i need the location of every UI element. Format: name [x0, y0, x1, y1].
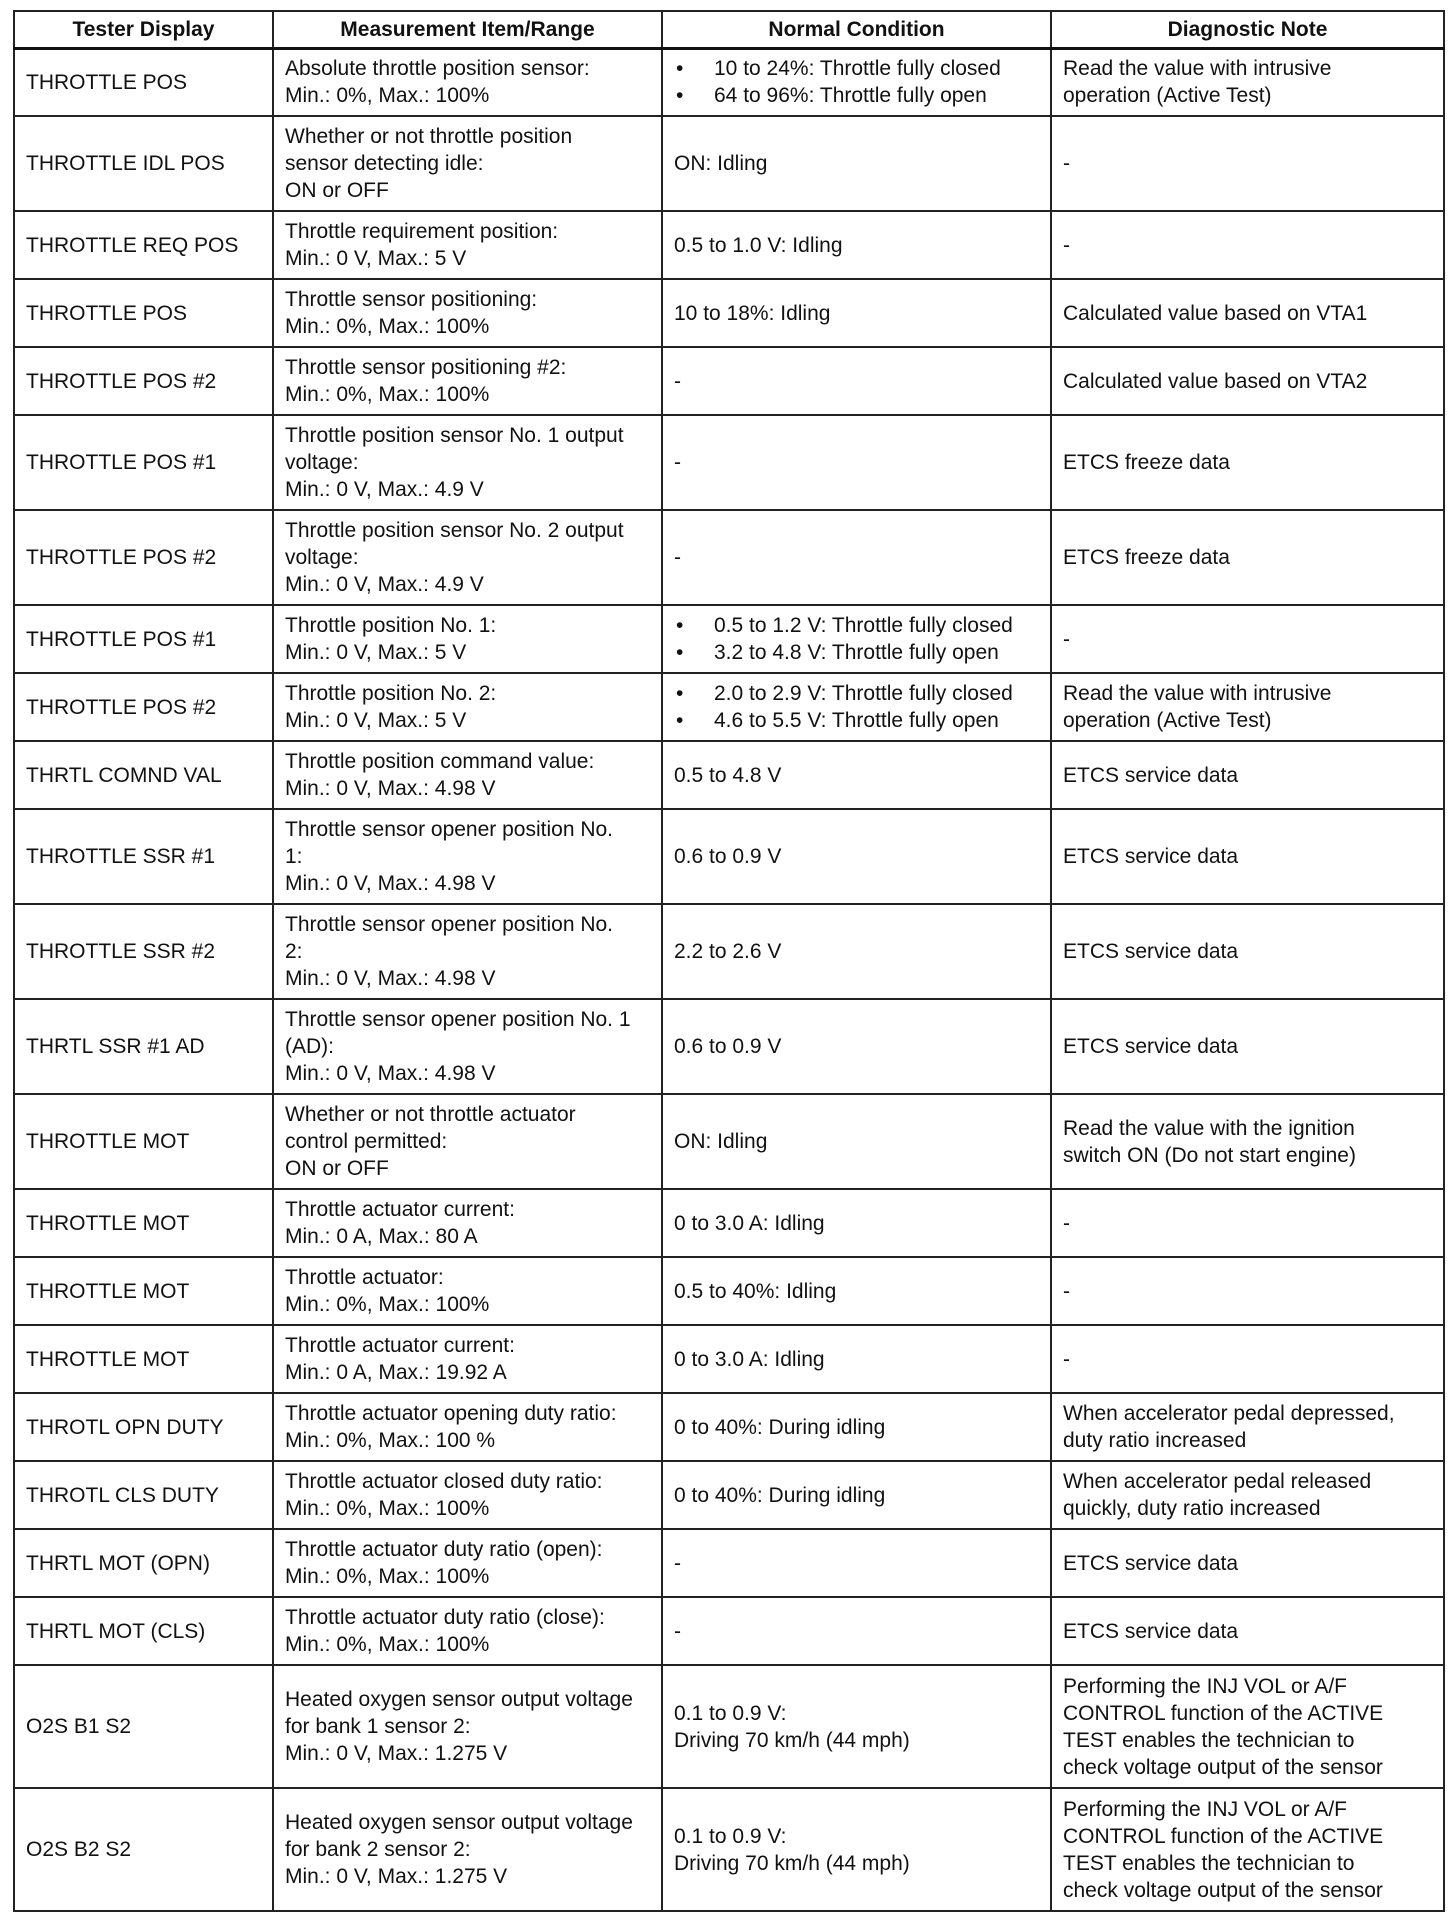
condition-bullet-item: • 10 to 24%: Throttle fully closed: [674, 55, 1039, 82]
table-row: [14, 809, 1444, 904]
measurement-cell: [273, 347, 662, 415]
tester-display-cell: THROTTLE MOT: [14, 1257, 273, 1325]
measurement-cell: [273, 1257, 662, 1325]
measurement-cell: [273, 1597, 662, 1665]
table-row: [14, 1461, 1444, 1529]
diagnostic-note-cell: [1051, 809, 1444, 904]
table-row: [14, 1529, 1444, 1597]
tester-display-cell: THROTTLE POS #2: [14, 673, 273, 741]
diagnostic-note-cell: [1051, 605, 1444, 673]
diagnostic-note-cell: [1051, 1393, 1444, 1461]
condition-cell: [662, 1461, 1051, 1529]
diagnostic-note-cell: [1051, 279, 1444, 347]
diagnostic-note-line: ETCS service data: [1063, 1551, 1239, 1575]
diagnostic-note-line: check voltage output of the sensor: [1063, 1755, 1383, 1779]
diagnostic-note-cell: [1051, 1788, 1444, 1911]
measurement-cell: [273, 1665, 662, 1788]
table-row: [14, 279, 1444, 347]
table-row: [14, 415, 1444, 510]
measurement-line: voltage:: [285, 546, 359, 569]
diagnostic-note-line: CONTROL function of the ACTIVE: [1063, 1824, 1384, 1848]
table-row: [14, 1257, 1444, 1325]
tester-display-cell: THROTTLE POS #1: [14, 415, 273, 510]
diagnostic-note-line: operation (Active Test): [1063, 84, 1272, 108]
condition-line: 0.6 to 0.9 V: [674, 845, 782, 868]
tester-display-cell: THROTTLE POS #2: [14, 510, 273, 605]
table-row: [14, 1393, 1444, 1461]
diagnostic-note-line: -: [1063, 1347, 1070, 1371]
measurement-line: Min.: 0 V, Max.: 1.275 V: [285, 1865, 508, 1888]
condition-line: ON: Idling: [674, 1130, 768, 1153]
measurement-line: Min.: 0%, Max.: 100 %: [285, 1429, 496, 1452]
diagnostic-note-cell: [1051, 510, 1444, 605]
measurement-cell: [273, 48, 662, 116]
measurement-line: ON or OFF: [285, 1157, 389, 1180]
measurement-cell: [273, 510, 662, 605]
diagnostic-note-line: TEST enables the technician to: [1063, 1851, 1355, 1875]
table-row: [14, 1189, 1444, 1257]
measurement-cell: [273, 279, 662, 347]
condition-cell: [662, 999, 1051, 1094]
diagnostic-note-cell: [1051, 1665, 1444, 1788]
diagnostic-note-cell: [1051, 1597, 1444, 1665]
header-row: [14, 11, 1444, 48]
tester-display-cell: THRTL MOT (OPN): [14, 1529, 273, 1597]
condition-cell: [662, 1189, 1051, 1257]
measurement-line: Min.: 0 A, Max.: 19.92 A: [285, 1361, 507, 1384]
data-list-table: [13, 10, 1445, 1912]
measurement-cell: [273, 809, 662, 904]
condition-line: Driving 70 km/h (44 mph): [674, 1728, 910, 1752]
measurement-line: Whether or not throttle actuator: [285, 1103, 576, 1126]
tester-display-cell: THRTL COMND VAL: [14, 741, 273, 809]
diagnostic-note-cell: [1051, 1257, 1444, 1325]
condition-cell: [662, 279, 1051, 347]
measurement-line: for bank 1 sensor 2:: [285, 1715, 471, 1738]
condition-cell: [662, 415, 1051, 510]
diagnostic-note-line: Read the value with intrusive: [1063, 57, 1332, 81]
condition-line: -: [674, 1551, 681, 1575]
tester-display-cell: THROTL OPN DUTY: [14, 1393, 273, 1461]
header-measurement-item: Measurement Item/Range: [273, 11, 662, 48]
measurement-cell: [273, 1094, 662, 1189]
diagnostic-note-line: When accelerator pedal depressed,: [1063, 1402, 1395, 1425]
diagnostic-note-cell: [1051, 211, 1444, 279]
measurement-line: Min.: 0 V, Max.: 1.275 V: [285, 1742, 508, 1765]
tester-display-cell: THROTTLE POS: [14, 279, 273, 347]
diagnostic-note-line: -: [1063, 233, 1070, 257]
measurement-line: Min.: 0 V, Max.: 4.98 V: [285, 777, 496, 800]
table-row: [14, 1788, 1444, 1911]
measurement-cell: [273, 415, 662, 510]
condition-line: 0.5 to 4.8 V: [674, 763, 782, 787]
condition-cell: [662, 48, 1051, 116]
table-row: [14, 1597, 1444, 1665]
header-diagnostic-note: Diagnostic Note: [1051, 11, 1444, 48]
measurement-cell: [273, 999, 662, 1094]
diagnostic-note-cell: [1051, 741, 1444, 809]
measurement-cell: [273, 605, 662, 673]
diagnostic-note-line: ETCS service data: [1063, 1035, 1239, 1058]
measurement-line: Min.: 0 V, Max.: 5 V: [285, 247, 467, 270]
measurement-line: Min.: 0 V, Max.: 5 V: [285, 709, 467, 732]
measurement-line: Min.: 0 V, Max.: 4.9 V: [285, 573, 484, 596]
measurement-line: Throttle actuator opening duty ratio:: [285, 1402, 617, 1425]
table-row: [14, 211, 1444, 279]
diagnostic-note-line: ETCS service data: [1063, 763, 1239, 787]
tester-display-cell: THROTTLE MOT: [14, 1094, 273, 1189]
diagnostic-note-line: -: [1063, 1279, 1070, 1303]
diagnostic-note-line: Calculated value based on VTA2: [1063, 369, 1368, 393]
diagnostic-note-line: Performing the INJ VOL or A/F: [1063, 1674, 1347, 1698]
table-row: [14, 347, 1444, 415]
measurement-line: Throttle sensor positioning:: [285, 288, 538, 311]
measurement-line: Throttle actuator current:: [285, 1198, 515, 1221]
measurement-line: control permitted:: [285, 1130, 448, 1153]
tester-display-cell: THROTTLE POS: [14, 48, 273, 116]
condition-cell: [662, 1788, 1051, 1911]
measurement-line: Absolute throttle position sensor:: [285, 57, 590, 81]
condition-line: -: [674, 369, 681, 393]
diagnostic-note-line: Calculated value based on VTA1: [1063, 301, 1368, 325]
diagnostic-note-cell: [1051, 415, 1444, 510]
measurement-cell: [273, 904, 662, 999]
condition-line: 0 to 40%: During idling: [674, 1415, 886, 1439]
measurement-line: 2:: [285, 940, 303, 963]
diagnostic-note-line: ETCS freeze data: [1063, 546, 1230, 569]
tester-display-cell: THROTTLE POS #2: [14, 347, 273, 415]
data-list-document: [13, 10, 1443, 1902]
diagnostic-note-cell: [1051, 999, 1444, 1094]
condition-cell: [662, 1094, 1051, 1189]
measurement-line: Min.: 0%, Max.: 100%: [285, 1565, 490, 1588]
diagnostic-note-cell: [1051, 347, 1444, 415]
measurement-cell: [273, 211, 662, 279]
condition-cell: [662, 1665, 1051, 1788]
condition-line: ON: Idling: [674, 152, 768, 175]
diagnostic-note-line: check voltage output of the sensor: [1063, 1878, 1383, 1902]
condition-line: 0.5 to 1.0 V: Idling: [674, 233, 843, 257]
measurement-cell: [273, 116, 662, 211]
condition-line: 2.2 to 2.6 V: [674, 940, 782, 963]
condition-cell: [662, 673, 1051, 741]
measurement-line: Heated oxygen sensor output voltage: [285, 1811, 633, 1834]
diagnostic-note-cell: [1051, 1189, 1444, 1257]
measurement-line: Min.: 0%, Max.: 100%: [285, 315, 490, 338]
diagnostic-note-line: Read the value with the ignition: [1063, 1116, 1355, 1140]
measurement-line: Throttle position sensor No. 2 output: [285, 519, 624, 542]
condition-line: 0 to 3.0 A: Idling: [674, 1347, 825, 1371]
condition-bullet-item: • 0.5 to 1.2 V: Throttle fully closed: [674, 612, 1039, 639]
measurement-line: (AD):: [285, 1035, 334, 1058]
measurement-line: Heated oxygen sensor output voltage: [285, 1688, 633, 1711]
condition-cell: [662, 116, 1051, 211]
measurement-line: Min.: 0 V, Max.: 4.9 V: [285, 478, 484, 501]
measurement-cell: [273, 673, 662, 741]
measurement-line: Min.: 0%, Max.: 100%: [285, 383, 490, 406]
measurement-line: 1:: [285, 845, 303, 868]
diagnostic-note-line: CONTROL function of the ACTIVE: [1063, 1701, 1384, 1725]
condition-bullet-item: • 3.2 to 4.8 V: Throttle fully open: [674, 639, 1039, 666]
condition-line: 0 to 40%: During idling: [674, 1483, 886, 1507]
condition-line: 0.1 to 0.9 V:: [674, 1701, 787, 1725]
table-row: [14, 48, 1444, 116]
tester-display-cell: THROTTLE REQ POS: [14, 211, 273, 279]
tester-display-cell: O2S B1 S2: [14, 1665, 273, 1788]
table-row: [14, 1094, 1444, 1189]
diagnostic-note-cell: [1051, 1461, 1444, 1529]
measurement-line: Min.: 0%, Max.: 100%: [285, 1633, 490, 1656]
diagnostic-note-line: ETCS service data: [1063, 845, 1239, 868]
diagnostic-note-line: ETCS service data: [1063, 1619, 1239, 1643]
tester-display-cell: THROTTLE SSR #1: [14, 809, 273, 904]
diagnostic-note-cell: [1051, 1529, 1444, 1597]
tester-display-cell: THROTTLE MOT: [14, 1189, 273, 1257]
diagnostic-note-line: ETCS freeze data: [1063, 451, 1230, 474]
diagnostic-note-cell: [1051, 904, 1444, 999]
measurement-cell: [273, 1189, 662, 1257]
condition-line: -: [674, 1619, 681, 1643]
tester-display-cell: THROTL CLS DUTY: [14, 1461, 273, 1529]
measurement-line: Throttle position sensor No. 1 output: [285, 424, 624, 447]
measurement-line: Throttle position command value:: [285, 750, 595, 773]
condition-line: 0.5 to 40%: Idling: [674, 1279, 837, 1303]
measurement-line: Throttle actuator closed duty ratio:: [285, 1470, 603, 1493]
measurement-line: Throttle actuator current:: [285, 1334, 515, 1357]
condition-cell: [662, 1597, 1051, 1665]
measurement-line: Min.: 0 V, Max.: 4.98 V: [285, 1062, 496, 1085]
tester-display-cell: THRTL SSR #1 AD: [14, 999, 273, 1094]
measurement-line: Whether or not throttle position: [285, 125, 573, 148]
table-row: [14, 605, 1444, 673]
measurement-line: Min.: 0%, Max.: 100%: [285, 1497, 490, 1520]
diagnostic-note-line: -: [1063, 1211, 1070, 1235]
measurement-cell: [273, 1461, 662, 1529]
header-normal-condition: Normal Condition: [662, 11, 1051, 48]
condition-line: 10 to 18%: Idling: [674, 301, 831, 325]
condition-cell: [662, 1393, 1051, 1461]
measurement-line: ON or OFF: [285, 179, 389, 202]
condition-bullet-item: • 2.0 to 2.9 V: Throttle fully closed: [674, 680, 1039, 707]
condition-bullet-list: [674, 55, 1039, 109]
measurement-cell: [273, 1529, 662, 1597]
table-row: [14, 999, 1444, 1094]
table-row: [14, 1325, 1444, 1393]
table-row: [14, 904, 1444, 999]
condition-cell: [662, 904, 1051, 999]
condition-line: -: [674, 451, 681, 474]
diagnostic-note-cell: [1051, 48, 1444, 116]
diagnostic-note-cell: [1051, 116, 1444, 211]
tester-display-cell: THRTL MOT (CLS): [14, 1597, 273, 1665]
table-row: [14, 510, 1444, 605]
measurement-line: Throttle position No. 1:: [285, 614, 497, 637]
condition-cell: [662, 1325, 1051, 1393]
condition-cell: [662, 1257, 1051, 1325]
diagnostic-note-line: When accelerator pedal released: [1063, 1470, 1372, 1493]
condition-cell: [662, 211, 1051, 279]
table-row: [14, 116, 1444, 211]
measurement-line: Min.: 0 V, Max.: 4.98 V: [285, 967, 496, 990]
diagnostic-note-line: Performing the INJ VOL or A/F: [1063, 1797, 1347, 1821]
measurement-line: Throttle sensor positioning #2:: [285, 356, 567, 379]
diagnostic-note-line: duty ratio increased: [1063, 1429, 1247, 1452]
measurement-line: Throttle sensor opener position No. 1: [285, 1008, 631, 1031]
condition-cell: [662, 510, 1051, 605]
measurement-line: Throttle sensor opener position No.: [285, 818, 614, 841]
measurement-line: Min.: 0 V, Max.: 4.98 V: [285, 872, 496, 895]
diagnostic-note-cell: [1051, 1094, 1444, 1189]
condition-line: 0 to 3.0 A: Idling: [674, 1211, 825, 1235]
condition-line: 0.6 to 0.9 V: [674, 1035, 782, 1058]
diagnostic-note-line: operation (Active Test): [1063, 709, 1272, 732]
measurement-line: Min.: 0%, Max.: 100%: [285, 1293, 490, 1316]
tester-display-cell: THROTTLE SSR #2: [14, 904, 273, 999]
table-row: [14, 741, 1444, 809]
table-row: [14, 673, 1444, 741]
condition-line: 0.1 to 0.9 V:: [674, 1824, 787, 1848]
diagnostic-note-line: switch ON (Do not start engine): [1063, 1143, 1356, 1167]
tester-display-cell: O2S B2 S2: [14, 1788, 273, 1911]
diagnostic-note-cell: [1051, 673, 1444, 741]
diagnostic-note-line: -: [1063, 627, 1070, 651]
diagnostic-note-line: TEST enables the technician to: [1063, 1728, 1355, 1752]
diagnostic-note-line: -: [1063, 152, 1070, 175]
measurement-line: for bank 2 sensor 2:: [285, 1838, 471, 1861]
measurement-line: Throttle actuator duty ratio (open):: [285, 1538, 603, 1561]
condition-bullet-item: • 4.6 to 5.5 V: Throttle fully open: [674, 707, 1039, 734]
diagnostic-note-line: quickly, duty ratio increased: [1063, 1497, 1321, 1520]
condition-bullet-item: • 64 to 96%: Throttle fully open: [674, 82, 1039, 109]
diagnostic-note-line: ETCS service data: [1063, 940, 1239, 963]
condition-line: Driving 70 km/h (44 mph): [674, 1851, 910, 1875]
measurement-cell: [273, 1325, 662, 1393]
measurement-line: voltage:: [285, 451, 359, 474]
condition-cell: [662, 605, 1051, 673]
tester-display-cell: THROTTLE POS #1: [14, 605, 273, 673]
measurement-line: Throttle actuator duty ratio (close):: [285, 1606, 605, 1629]
condition-cell: [662, 347, 1051, 415]
measurement-line: Throttle actuator:: [285, 1266, 444, 1289]
measurement-line: Throttle position No. 2:: [285, 682, 497, 705]
diagnostic-note-cell: [1051, 1325, 1444, 1393]
condition-cell: [662, 741, 1051, 809]
tester-display-cell: THROTTLE IDL POS: [14, 116, 273, 211]
header-tester-display: Tester Display: [14, 11, 273, 48]
measurement-cell: [273, 1788, 662, 1911]
measurement-line: Throttle requirement position:: [285, 220, 559, 243]
tester-display-cell: THROTTLE MOT: [14, 1325, 273, 1393]
condition-bullet-list: [674, 612, 1039, 666]
condition-cell: [662, 1529, 1051, 1597]
measurement-line: Min.: 0 V, Max.: 5 V: [285, 641, 467, 664]
condition-line: -: [674, 546, 681, 569]
measurement-line: sensor detecting idle:: [285, 152, 484, 175]
measurement-cell: [273, 741, 662, 809]
measurement-line: Throttle sensor opener position No.: [285, 913, 614, 936]
measurement-line: Min.: 0 A, Max.: 80 A: [285, 1225, 478, 1248]
condition-bullet-list: [674, 680, 1039, 734]
table-row: [14, 1665, 1444, 1788]
diagnostic-note-line: Read the value with intrusive: [1063, 682, 1332, 705]
condition-cell: [662, 809, 1051, 904]
measurement-line: Min.: 0%, Max.: 100%: [285, 84, 490, 108]
measurement-cell: [273, 1393, 662, 1461]
